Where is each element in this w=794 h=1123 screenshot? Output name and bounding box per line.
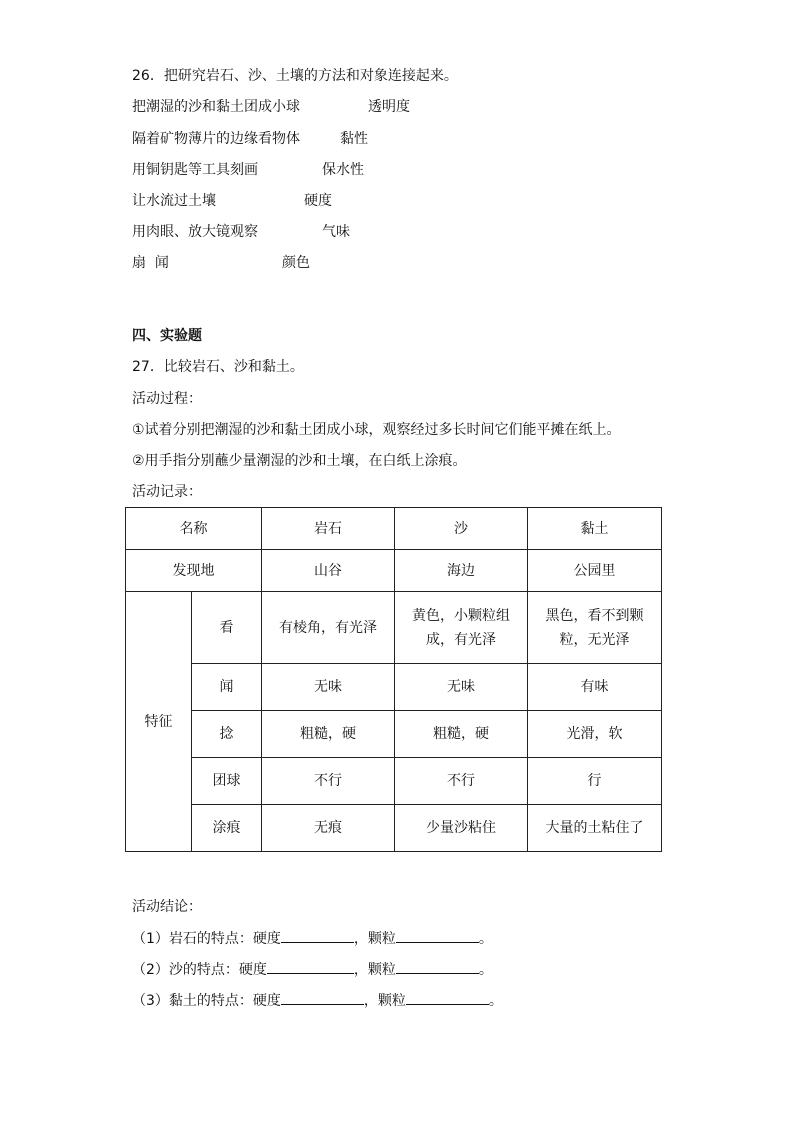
table-cell: 有味 xyxy=(528,664,662,711)
conclusion-line xyxy=(132,959,493,980)
table-cell: 不行 xyxy=(262,758,395,805)
table-cell: 公园里 xyxy=(528,550,662,592)
answer-blank[interactable] xyxy=(406,990,489,1005)
table-header-row xyxy=(126,508,662,550)
table-row xyxy=(126,592,662,664)
answer-blank[interactable] xyxy=(396,959,479,974)
conclusion-end: 。 xyxy=(478,931,493,947)
table-cell: 黄色，小颗粒组成，有光泽 xyxy=(395,592,528,664)
match-method: 让水流过土壤 xyxy=(132,193,216,209)
table-cell: 光滑，软 xyxy=(528,711,662,758)
match-method: 把潮湿的沙和黏土团成小球 xyxy=(132,99,300,115)
conclusion-mid: ，颗粒 xyxy=(363,993,406,1009)
table-cell: 粗糙，硬 xyxy=(262,711,395,758)
table-row xyxy=(126,550,662,592)
feature-label: 看 xyxy=(192,592,262,664)
table-cell: 黑色，看不到颗粒，无光泽 xyxy=(528,592,662,664)
conclusion-prefix: （1）岩石的特点：硬度 xyxy=(132,931,281,947)
process-step-1: ①试着分别把潮湿的沙和黏土团成小球，观察经过多长时间它们能平摊在纸上。 xyxy=(132,422,621,438)
match-method: 用肉眼、放大镜观察 xyxy=(132,224,258,240)
conclusion-mid: ，颗粒 xyxy=(353,931,396,947)
answer-blank[interactable] xyxy=(267,959,354,974)
header-cell: 黏土 xyxy=(528,508,662,550)
match-method: 扇 闻 xyxy=(132,255,169,271)
match-property: 气味 xyxy=(322,224,350,240)
table-cell: 行 xyxy=(528,758,662,805)
table-row xyxy=(126,758,662,805)
match-method: 隔着矿物薄片的边缘看物体 xyxy=(132,131,300,147)
feature-label: 闻 xyxy=(192,664,262,711)
conclusion-mid: ，颗粒 xyxy=(353,962,396,978)
header-cell: 岩石 xyxy=(262,508,395,550)
match-property: 黏性 xyxy=(340,131,368,147)
header-cell: 名称 xyxy=(126,508,262,550)
process-step-2: ②用手指分别蘸少量潮湿的沙和土壤，在白纸上涂痕。 xyxy=(132,453,467,469)
table-row xyxy=(126,711,662,758)
conclusion-prefix: （2）沙的特点：硬度 xyxy=(132,962,267,978)
process-label: 活动过程： xyxy=(132,391,202,407)
table-cell: 海边 xyxy=(395,550,528,592)
table-cell: 无味 xyxy=(395,664,528,711)
conclusion-line xyxy=(132,928,493,949)
answer-blank[interactable] xyxy=(281,928,354,943)
section-title: 四、实验题 xyxy=(132,328,202,344)
match-method: 用铜钥匙等工具刻画 xyxy=(132,162,258,178)
table-cell: 粗糙，硬 xyxy=(395,711,528,758)
record-label: 活动记录： xyxy=(132,484,202,500)
table-cell: 无痕 xyxy=(262,805,395,852)
q27-title: 27．比较岩石、沙和黏土。 xyxy=(132,359,304,375)
table-cell: 大量的土粘住了 xyxy=(528,805,662,852)
table-row xyxy=(126,664,662,711)
feature-label: 捻 xyxy=(192,711,262,758)
match-property: 颜色 xyxy=(282,255,310,271)
activity-record-table xyxy=(125,507,662,852)
table-cell: 有棱角，有光泽 xyxy=(262,592,395,664)
match-property: 硬度 xyxy=(304,193,332,209)
match-property: 保水性 xyxy=(322,162,364,178)
conclusion-prefix: （3）黏土的特点：硬度 xyxy=(132,993,281,1009)
q26-title: 26．把研究岩石、沙、土壤的方法和对象连接起来。 xyxy=(132,68,458,84)
table-cell: 山谷 xyxy=(262,550,395,592)
match-property: 透明度 xyxy=(368,99,410,115)
conclusion-end: 。 xyxy=(478,962,493,978)
table-cell: 无味 xyxy=(262,664,395,711)
feature-group-label: 特征 xyxy=(126,592,192,852)
conclusion-end: 。 xyxy=(488,993,503,1009)
table-cell: 不行 xyxy=(395,758,528,805)
feature-label: 团球 xyxy=(192,758,262,805)
row-label: 发现地 xyxy=(126,550,262,592)
conclusion-line xyxy=(132,990,503,1011)
header-cell: 沙 xyxy=(395,508,528,550)
table-cell: 少量沙粘住 xyxy=(395,805,528,852)
answer-blank[interactable] xyxy=(281,990,364,1005)
answer-blank[interactable] xyxy=(396,928,479,943)
conclusion-label: 活动结论： xyxy=(132,899,202,915)
feature-label: 涂痕 xyxy=(192,805,262,852)
table-row xyxy=(126,805,662,852)
